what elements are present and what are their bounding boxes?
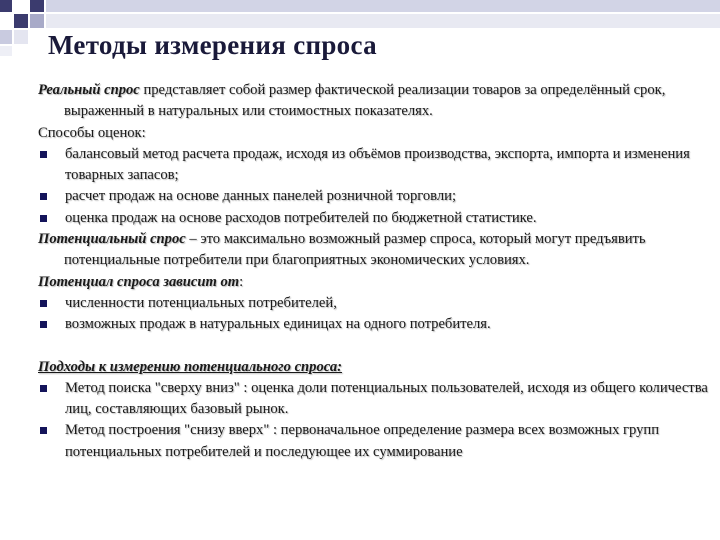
square-bullet-icon xyxy=(40,215,47,222)
spacer xyxy=(38,336,710,357)
square-bullet-icon xyxy=(40,385,47,392)
list-item: расчет продаж на основе данных панелей розничной торговли; xyxy=(38,186,710,207)
square-bullet-icon xyxy=(40,321,47,328)
list-item: оценка продаж на основе расходов потребителей по бюджетной статистике. xyxy=(38,208,710,229)
slide-body xyxy=(38,80,710,463)
list-item: балансовый метод расчета продаж, исходя из объёмов производства, экспорта, импорта и изменения товарных запасов; xyxy=(38,144,710,187)
real-demand-term: Реальный спрос xyxy=(38,82,140,98)
depends-label: Потенциал спроса зависит от: xyxy=(38,273,244,290)
list-item: Метод поиска "сверху вниз" : оценка доли потенциальных пользователей, исходя из общего количества лиц, составляющих базовый рынок. xyxy=(38,378,710,421)
square-bullet-icon xyxy=(40,300,47,307)
real-demand-text: представляет собой размер фактической реализации товаров за определённый срок, выраженный в натуральных или стоимостных показателях. xyxy=(64,82,666,120)
potential-demand-term: Потенциальный спрос xyxy=(38,231,186,248)
approaches-heading: Подходы к измерению потенциального спроса: xyxy=(38,358,343,375)
methods-label: Способы оценок: xyxy=(38,124,146,141)
potential-demand-paragraph xyxy=(38,229,710,272)
slide-title: Методы измерения спроса xyxy=(48,30,377,60)
square-bullet-icon xyxy=(40,151,47,158)
real-demand-paragraph xyxy=(38,80,710,123)
list-item: численности потенциальных потребителей, xyxy=(38,293,710,314)
list-item: Метод построения "снизу вверх" : первоначальное определение размера всех возможных групп потенциальных потребителей и последующее их суммирование xyxy=(38,420,710,463)
potential-demand-text: – это максимально возможный размер спроса, который могут предъявить потенциальные потребители при благоприятных экономических условиях. xyxy=(64,231,646,269)
square-bullet-icon xyxy=(40,193,47,200)
list-item: возможных продаж в натуральных единицах на одного потребителя. xyxy=(38,314,710,335)
square-bullet-icon xyxy=(40,427,47,434)
